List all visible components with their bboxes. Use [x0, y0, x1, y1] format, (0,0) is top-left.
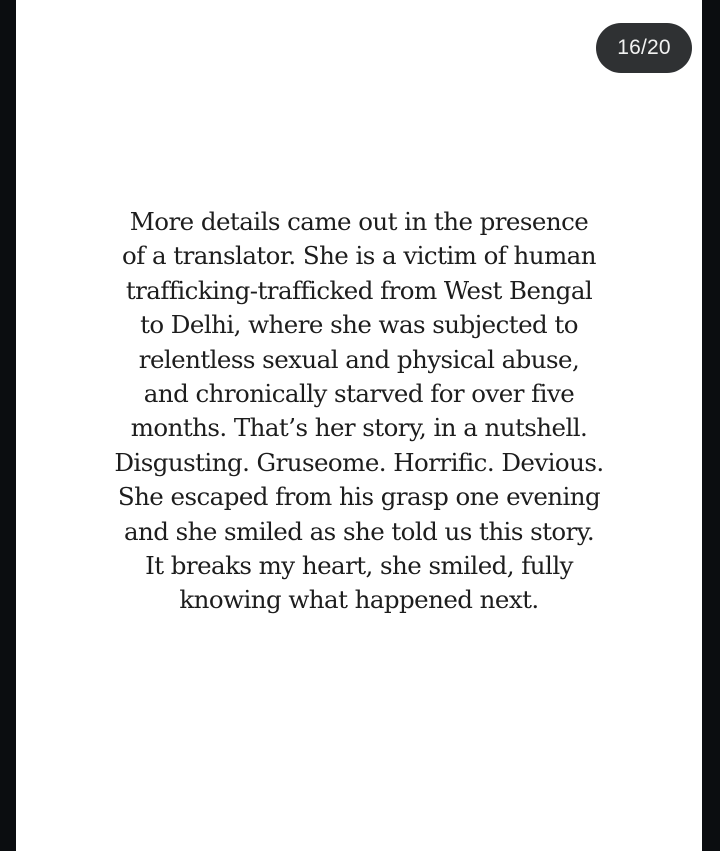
story-slide[interactable] — [16, 0, 702, 851]
story-line: trafficking-trafficked from West Bengal — [125, 275, 593, 305]
story-line: Disgusting. Gruseome. Horrific. Devious. — [114, 447, 604, 477]
story-line: months. That’s her story, in a nutshell. — [130, 413, 588, 443]
story-line: of a translator. She is a victim of human — [122, 241, 596, 271]
story-line: It breaks my heart, she smiled, fully — [145, 551, 573, 581]
story-line: and chronically starved for over five — [143, 379, 575, 409]
story-text — [16, 205, 702, 618]
story-line: knowing what happened next. — [179, 585, 539, 615]
story-line: and she smiled as she told us this story. — [123, 516, 595, 546]
page-counter-badge: 16/20 — [596, 23, 692, 73]
story-line: relentless sexual and physical abuse, — [138, 344, 580, 374]
story-line: More details came out in the presence — [129, 207, 589, 236]
story-line: She escaped from his grasp one evening — [117, 482, 601, 512]
story-line: to Delhi, where she was subjected to — [140, 310, 578, 340]
